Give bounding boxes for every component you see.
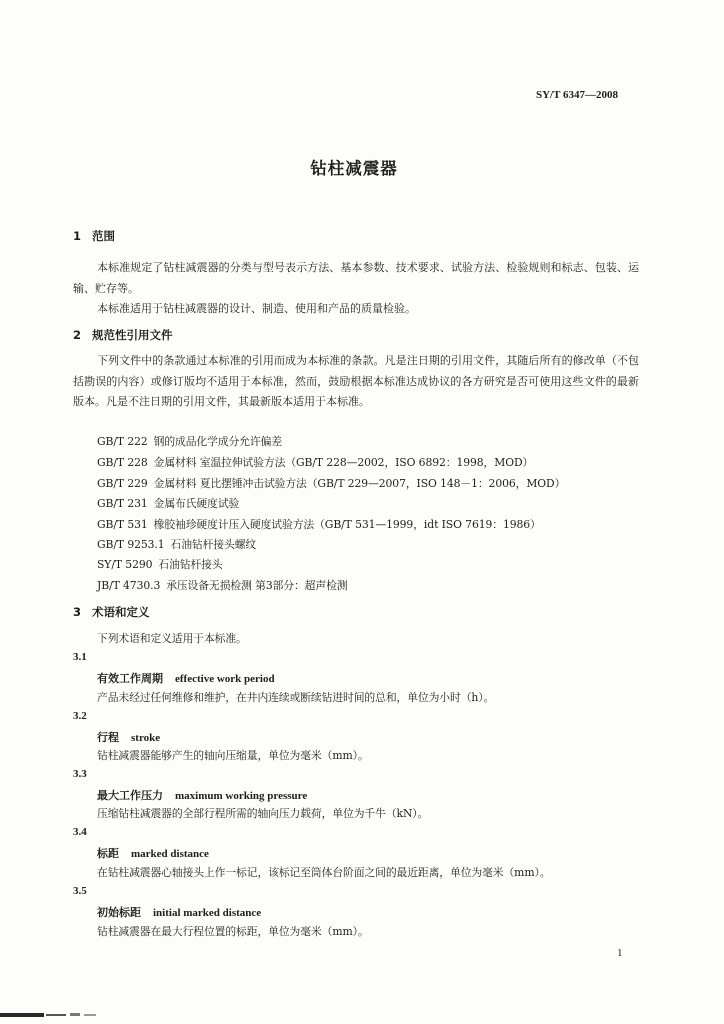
section-number: 1 <box>73 229 82 243</box>
term-en: stroke <box>131 732 161 744</box>
section-number: 3 <box>73 605 82 619</box>
section-2-heading <box>73 327 173 343</box>
reference-item <box>97 434 282 449</box>
term-number: 3.1 <box>73 651 87 663</box>
section-title: 范围 <box>92 229 115 243</box>
term-name <box>97 904 261 920</box>
term-definition: 产品未经过任何维修和维护，在井内连续或断续钻进时间的总和，单位为小时（h）。 <box>97 691 495 704</box>
term-cn: 有效工作周期 <box>97 672 163 685</box>
term-cn: 最大工作压力 <box>97 789 163 802</box>
scan-artifact <box>0 1011 100 1020</box>
term-number: 3.5 <box>73 885 87 897</box>
reference-title: 承压设备无损检测 第3部分：超声检测 <box>166 579 348 592</box>
term-en: maximum working pressure <box>175 790 308 802</box>
reference-title: 金属布氏硬度试验 <box>153 497 240 510</box>
reference-code: JB/T 4730.3 <box>97 579 161 592</box>
section-number: 2 <box>73 328 82 342</box>
reference-title: 钢的成品化学成分允许偏差 <box>153 435 283 448</box>
terms-intro: 下列术语和定义适用于本标准。 <box>97 632 247 645</box>
section-title: 术语和定义 <box>92 605 150 619</box>
term-number: 3.3 <box>73 768 87 780</box>
term-definition: 钻柱减震器在最大行程位置的标距，单位为毫米（mm）。 <box>97 925 369 938</box>
scope-paragraph: 本标准规定了钻柱减震器的分类与型号表示方法、基本参数、技术要求、试验方法、检验规则和标志、包装、运输、贮存等。 <box>73 261 639 295</box>
term-en: initial marked distance <box>153 907 262 919</box>
section-1-heading <box>73 228 115 244</box>
term-name <box>97 729 160 745</box>
term-name <box>97 787 307 803</box>
reference-title: 橡胶袖珍硬度计压入硬度试验方法（GB/T 531—1999，idt ISO 7619：1986） <box>153 518 541 531</box>
reference-item <box>97 537 256 552</box>
reference-item <box>97 476 565 491</box>
term-name <box>97 670 275 686</box>
reference-item <box>97 557 223 572</box>
scope-text <box>73 258 639 320</box>
reference-title: 金属材料 室温拉伸试验方法（GB/T 228—2002，ISO 6892：1998，MOD） <box>153 456 534 469</box>
scope-paragraph: 本标准适用于钻柱减震器的设计、制造、使用和产品的质量检验。 <box>97 302 416 315</box>
reference-title: 金属材料 夏比摆锤冲击试验方法（GB/T 229—2007，ISO 148－1：2006，MOD） <box>153 477 566 490</box>
term-cn: 标距 <box>97 847 119 860</box>
reference-title: 石油钻杆接头 <box>158 558 223 571</box>
reference-item <box>97 578 347 593</box>
normative-intro <box>73 351 639 413</box>
term-en: effective work period <box>175 673 275 685</box>
reference-item <box>97 455 533 470</box>
normative-paragraph: 下列文件中的条款通过本标准的引用而成为本标准的条款。凡是注日期的引用文件，其随后所有的修改单（不包括勘误的内容）或修订版均不适用于本标准，然而，鼓励根据本标准达成协议的各方研究是否可使用这些文件的最新版本。凡是不注日期的引用文件，其最新版本适用于本标准。 <box>73 354 639 408</box>
reference-item <box>97 496 239 511</box>
term-number: 3.4 <box>73 826 87 838</box>
reference-code: GB/T 229 <box>97 477 148 490</box>
section-3-heading <box>73 604 150 620</box>
term-name <box>97 845 209 861</box>
reference-code: SY/T 5290 <box>97 558 153 571</box>
term-en: marked distance <box>131 848 209 860</box>
reference-code: GB/T 222 <box>97 435 148 448</box>
reference-code: GB/T 228 <box>97 456 148 469</box>
term-cn: 初始标距 <box>97 906 141 919</box>
term-definition: 压缩钻柱减震器的全部行程所需的轴向压力载荷，单位为千牛（kN）。 <box>97 807 429 820</box>
term-cn: 行程 <box>97 731 119 744</box>
reference-code: GB/T 531 <box>97 518 148 531</box>
term-definition: 在钻柱减震器心轴接头上作一标记，该标记至筒体台阶面之间的最近距离，单位为毫米（mm）。 <box>97 866 551 879</box>
reference-code: GB/T 9253.1 <box>97 538 165 551</box>
reference-item <box>97 517 541 532</box>
standard-number: SY/T 6347—2008 <box>536 89 619 101</box>
reference-code: GB/T 231 <box>97 497 148 510</box>
page-number: 1 <box>617 947 623 959</box>
term-number: 3.2 <box>73 710 87 722</box>
term-definition: 钻柱减震器能够产生的轴向压缩量，单位为毫米（mm）。 <box>97 749 369 762</box>
section-title: 规范性引用文件 <box>92 328 173 342</box>
reference-title: 石油钻杆接头螺纹 <box>170 538 257 551</box>
document-title: 钻柱减震器 <box>310 159 398 178</box>
